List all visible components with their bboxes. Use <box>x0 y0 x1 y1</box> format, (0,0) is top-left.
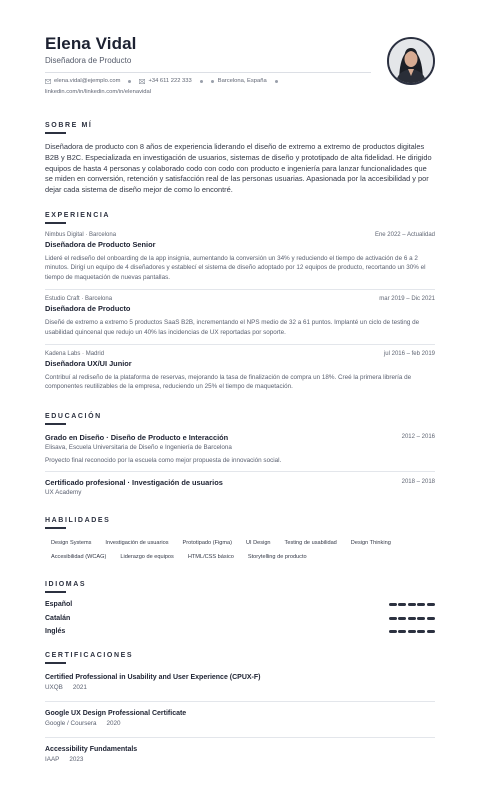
section-rule <box>45 423 66 425</box>
separator-dot <box>275 80 278 83</box>
education-section <box>45 413 435 503</box>
section-title: EXPERIENCIA <box>45 211 111 219</box>
resume-header <box>45 34 435 96</box>
about-section <box>45 122 435 196</box>
position: Diseñadora de Producto Senior <box>45 239 156 249</box>
dates: 2018 – 2018 <box>401 479 435 486</box>
language-level-dash <box>417 617 425 620</box>
certification-entry <box>45 666 435 702</box>
phone-text: +34 611 222 333 <box>148 78 192 84</box>
position: Diseñadora de Producto <box>45 304 131 314</box>
certification-year: 2020 <box>106 720 121 728</box>
certification-entry <box>45 738 435 773</box>
language-level-dash <box>408 630 416 633</box>
language-name: Inglés <box>45 628 66 636</box>
language-level <box>387 603 435 606</box>
envelope-icon <box>45 79 51 84</box>
dates: mar 2019 – Dic 2021 <box>379 296 435 303</box>
language-level-dash <box>427 630 435 633</box>
linkedin-link[interactable]: linkedin.com/in/linkedin.com/in/elenavidal <box>45 89 152 95</box>
section-rule <box>45 662 66 664</box>
contact-email[interactable] <box>45 78 120 84</box>
language-name: Español <box>45 601 73 609</box>
language-level-dash <box>398 630 406 633</box>
institution: Elisava, Escuela Universitaria de Diseño e Ingeniería de Barcelona <box>45 443 232 451</box>
skill-tag: Investigación de usuarios <box>105 539 169 546</box>
location-text: Barcelona, España <box>217 78 267 84</box>
degree: Certificado profesional · Investigación de usuarios <box>45 477 223 487</box>
section-rule <box>45 591 66 593</box>
section-rule <box>45 527 66 529</box>
language-level-dash <box>417 603 425 606</box>
section-title: SOBRE MÍ <box>45 122 93 129</box>
certification-year: 2021 <box>72 684 87 692</box>
skills-section <box>45 517 435 565</box>
description: Contribuí al rediseño de la plataforma de reservas, mejorando la tasa de finalización de compra un 18%. Creé la primera librería de componentes reutilizables de la empresa, reduciendo un 25% el tiempo de maquetación. <box>45 374 412 391</box>
experience-entry <box>45 290 435 345</box>
section-rule <box>45 132 66 134</box>
contact-phone[interactable] <box>139 78 191 84</box>
description: Lideré el rediseño del onboarding de la app insignia, aumentando la conversión un 34% y reduciendo el tiempo de activación de 6 a 2 minutos. Dirigí un equipo de 4 diseñadores y establecí el sistema de diseño adoptado por 12 equipos de producto, recortando un 30% el tiempo de maquetación de nuevas pantallas. <box>45 254 426 281</box>
certification-issuer: IAAP <box>45 756 60 764</box>
separator-dot <box>128 80 131 83</box>
dates: jul 2016 – feb 2019 <box>383 351 435 358</box>
location-pin-icon <box>211 80 214 83</box>
skill-tag: HTML/CSS básico <box>187 553 234 560</box>
certification-entry <box>45 702 435 738</box>
profile-photo-image <box>389 39 433 83</box>
email-text: elena.vidal@ejemplo.com <box>54 78 121 84</box>
certification-name: Google UX Design Professional Certificate <box>45 710 187 718</box>
section-title: IDIOMAS <box>45 580 87 588</box>
language-level <box>387 630 435 633</box>
profile-photo <box>387 37 435 85</box>
language-level-dash <box>427 603 435 606</box>
header-divider <box>45 72 371 73</box>
language-level <box>387 617 435 620</box>
description: Proyecto final reconocido por la escuela como mejor propuesta de innovación social. <box>45 456 282 464</box>
language-level-dash <box>408 603 416 606</box>
language-row <box>45 598 435 612</box>
language-level-dash <box>398 603 406 606</box>
company: Nimbus Digital · Barcelona <box>45 231 117 238</box>
skill-tag: Design Thinking <box>350 539 391 546</box>
certification-issuer: Google / Coursera <box>45 720 97 728</box>
position: Diseñadora UX/UI Junior <box>45 359 132 369</box>
section-title: CERTIFICACIONES <box>45 652 134 660</box>
skills-list <box>45 537 435 565</box>
skill-tag: Storytelling de producto <box>247 553 307 560</box>
education-entry <box>45 427 435 472</box>
experience-entry <box>45 226 435 290</box>
person-name: Elena Vidal <box>45 34 137 53</box>
language-row <box>45 611 435 625</box>
language-name: Catalán <box>45 614 71 622</box>
section-rule <box>45 222 66 224</box>
language-level-dash <box>389 603 397 606</box>
languages-section <box>45 581 435 639</box>
language-level-dash <box>389 617 397 620</box>
skill-tag: Liderazgo de equipos <box>120 553 174 560</box>
contact-row <box>45 76 286 86</box>
language-level-dash <box>398 617 406 620</box>
phone-icon <box>139 79 145 84</box>
company: Kadena Labs · Madrid <box>45 351 105 358</box>
skill-tag: Accesibilidad (WCAG) <box>51 553 107 560</box>
institution: UX Academy <box>45 488 82 496</box>
contact-location <box>211 78 267 84</box>
section-title: HABILIDADES <box>45 516 111 524</box>
language-level-dash <box>417 630 425 633</box>
certification-year: 2023 <box>69 756 84 764</box>
company: Estudio Craft · Barcelona <box>45 296 113 303</box>
person-role: Diseñadora de Producto <box>45 56 132 65</box>
experience-section <box>45 212 435 399</box>
section-title: EDUCACIÓN <box>45 412 102 420</box>
certification-issuer: UXQB <box>45 684 63 692</box>
skill-tag: Testing de usabilidad <box>284 539 337 546</box>
language-level-dash <box>408 617 416 620</box>
description: Diseñé de extremo a extremo 5 productos SaaS B2B, incrementando el NPS medio de 32 a 61 puntos. Implanté un ciclo de testing de usabilidad quincenal que redujo un 40% las incidencias de UX reportadas por soporte. <box>45 319 420 336</box>
certification-name: Accessibility Fundamentals <box>45 746 138 754</box>
certification-name: Certified Professional in Usability and User Experience (CPUX-F) <box>45 674 261 682</box>
degree: Grado en Diseño · Diseño de Producto e Interacción <box>45 432 229 442</box>
language-row <box>45 625 435 639</box>
skill-tag: Prototipado (Figma) <box>182 539 232 546</box>
education-entry <box>45 472 435 503</box>
dates: Ene 2022 – Actualidad <box>374 231 435 238</box>
language-level-dash <box>427 617 435 620</box>
separator-dot <box>200 80 203 83</box>
skill-tag: Design Systems <box>51 539 92 546</box>
skill-tag: UI Design <box>245 539 271 546</box>
language-level-dash <box>389 630 397 633</box>
experience-entry <box>45 345 435 399</box>
certifications-section <box>45 652 435 773</box>
about-text: Diseñadora de producto con 8 años de experiencia liderando el diseño de extremo a extremo de productos digitales B2B y B2C. Especializada en investigación de usuarios, sistemas de diseño y prototipado de alta fidelidad. He dirigido equipos de hasta 4 personas y colaborado codo con codo con producto e ingeniería para lanzar funcionalidades que se miden en conversión, retención y satisfacción real de las personas usuarias. Apasionada por la accesibilidad y por dejar cada sistema de diseño mejor de como lo encontré. <box>45 142 432 195</box>
dates: 2012 – 2016 <box>401 434 435 441</box>
